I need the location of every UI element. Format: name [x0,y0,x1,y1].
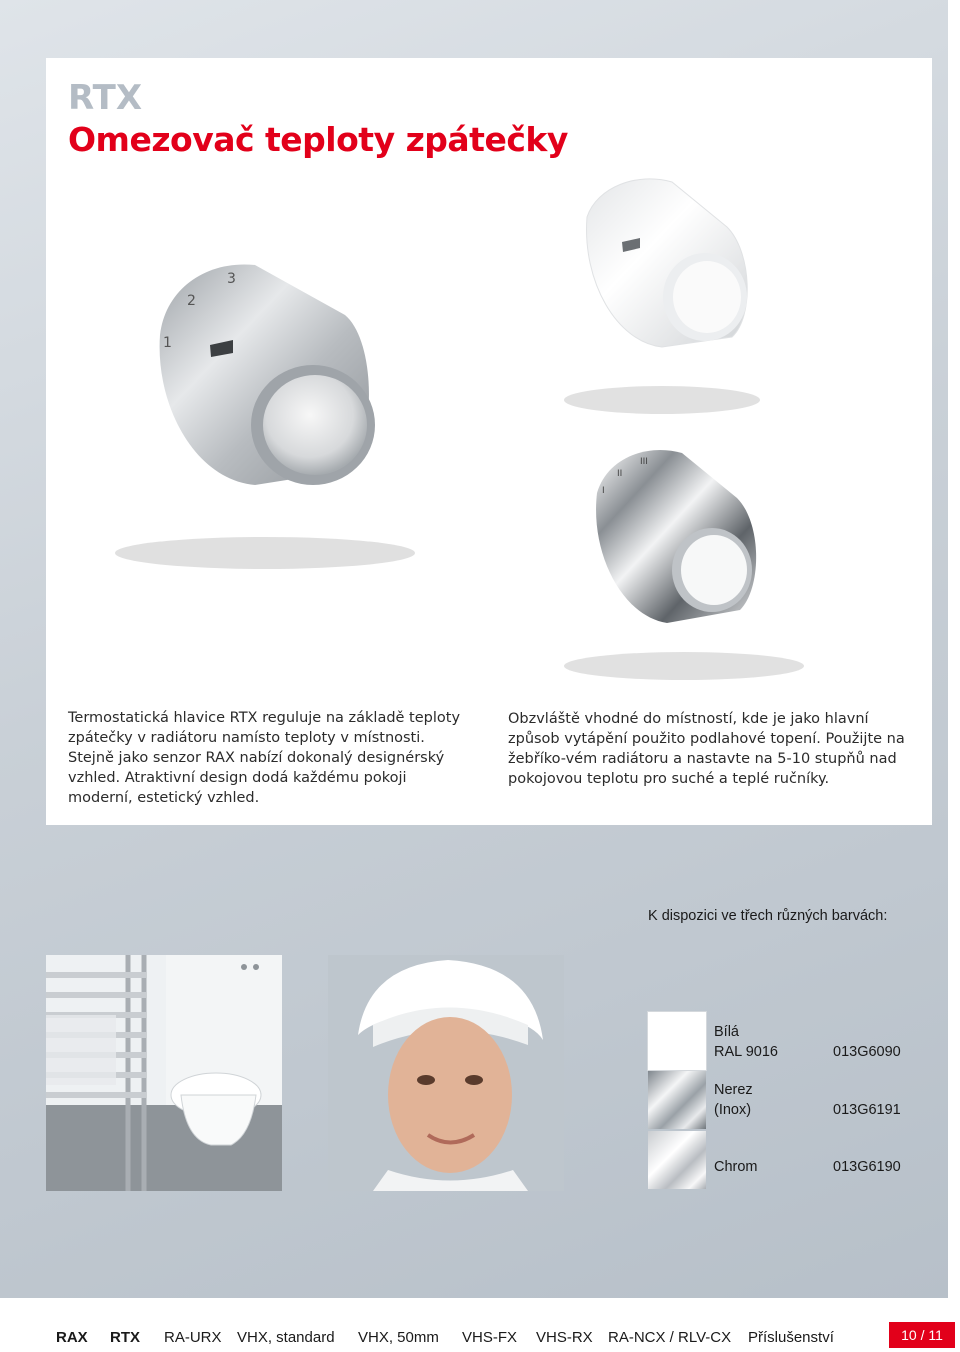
color-code-stainless: 013G6191 [833,1102,901,1118]
intro-text-left: Termostatická hlavice RTX reguluje na základě teploty zpátečky v radiátoru namísto teploty v místnosti. Stejně jako senzor RAX nabízí dokonalý designérský vzhled. Atraktivní design dodá každému pokoji moderní, estetický vzhled. [68,710,461,806]
color-code-white: 013G6090 [833,1044,901,1060]
nav-item-ra-urx[interactable]: RA-URX [164,1329,222,1346]
color-swatch-stainless [648,1071,706,1129]
thermostat-satin-image [115,235,415,575]
shadow-ellipse [564,386,760,414]
thermostat-chrome-image [562,438,812,688]
page-title: Omezovač teploty zpátečky [68,120,568,159]
color-swatch-white [648,1012,706,1070]
color-name-white: Bílá [714,1024,739,1040]
scale-mark-3: III [640,457,648,467]
page-number: 10 / 11 [889,1322,955,1348]
nav-item-ra-ncx-rlv-cx[interactable]: RA-NCX / RLV-CX [608,1329,732,1346]
nav-item-rtx[interactable]: RTX [110,1329,140,1346]
nav-item-vhx-standard[interactable]: VHX, standard [237,1329,335,1346]
nav-item-vhs-rx[interactable]: VHS-RX [536,1329,593,1346]
scale-digit-3: 3 [227,271,236,287]
scale-digit-1: 1 [163,335,172,351]
scale-digit-2: 2 [187,293,196,309]
shadow-ellipse [564,652,804,680]
color-ral-white: RAL 9016 [714,1044,778,1060]
color-swatch-chrome [648,1131,706,1189]
nav-item-prislusenstvi[interactable]: Příslušenství [748,1329,834,1346]
thermostat-white-image [562,172,762,422]
product-code-heading: RTX [68,78,143,118]
scale-mark-1: I [602,486,605,496]
bathroom-photo [46,955,282,1191]
colors-heading: K dispozici ve třech různých barvách: [648,908,888,924]
nav-item-vhs-fx[interactable]: VHS-FX [462,1329,518,1346]
color-name-stainless: Nerez [714,1082,753,1098]
scale-mark-2: II [617,469,623,479]
color-sub-stainless: (Inox) [714,1102,752,1118]
shadow-ellipse [115,537,415,569]
nav-item-rax[interactable]: RAX [56,1329,88,1346]
color-code-chrome: 013G6190 [833,1159,901,1175]
footer-navigation [0,1320,960,1352]
intro-text-right: Obzvláště vhodné do místností, kde je jako hlavní způsob vytápění použito podlahové topení. Použijte na žebříko-vém radiátoru a nastavte na 5-10 stupňů nad pokojovou teplotu pro suché a teplé ručníky. [508,711,905,787]
woman-towel-photo [328,955,564,1191]
face [388,1017,512,1173]
color-name-chrome: Chrom [714,1159,758,1175]
nav-item-vhx-50mm[interactable]: VHX, 50mm [358,1329,439,1346]
